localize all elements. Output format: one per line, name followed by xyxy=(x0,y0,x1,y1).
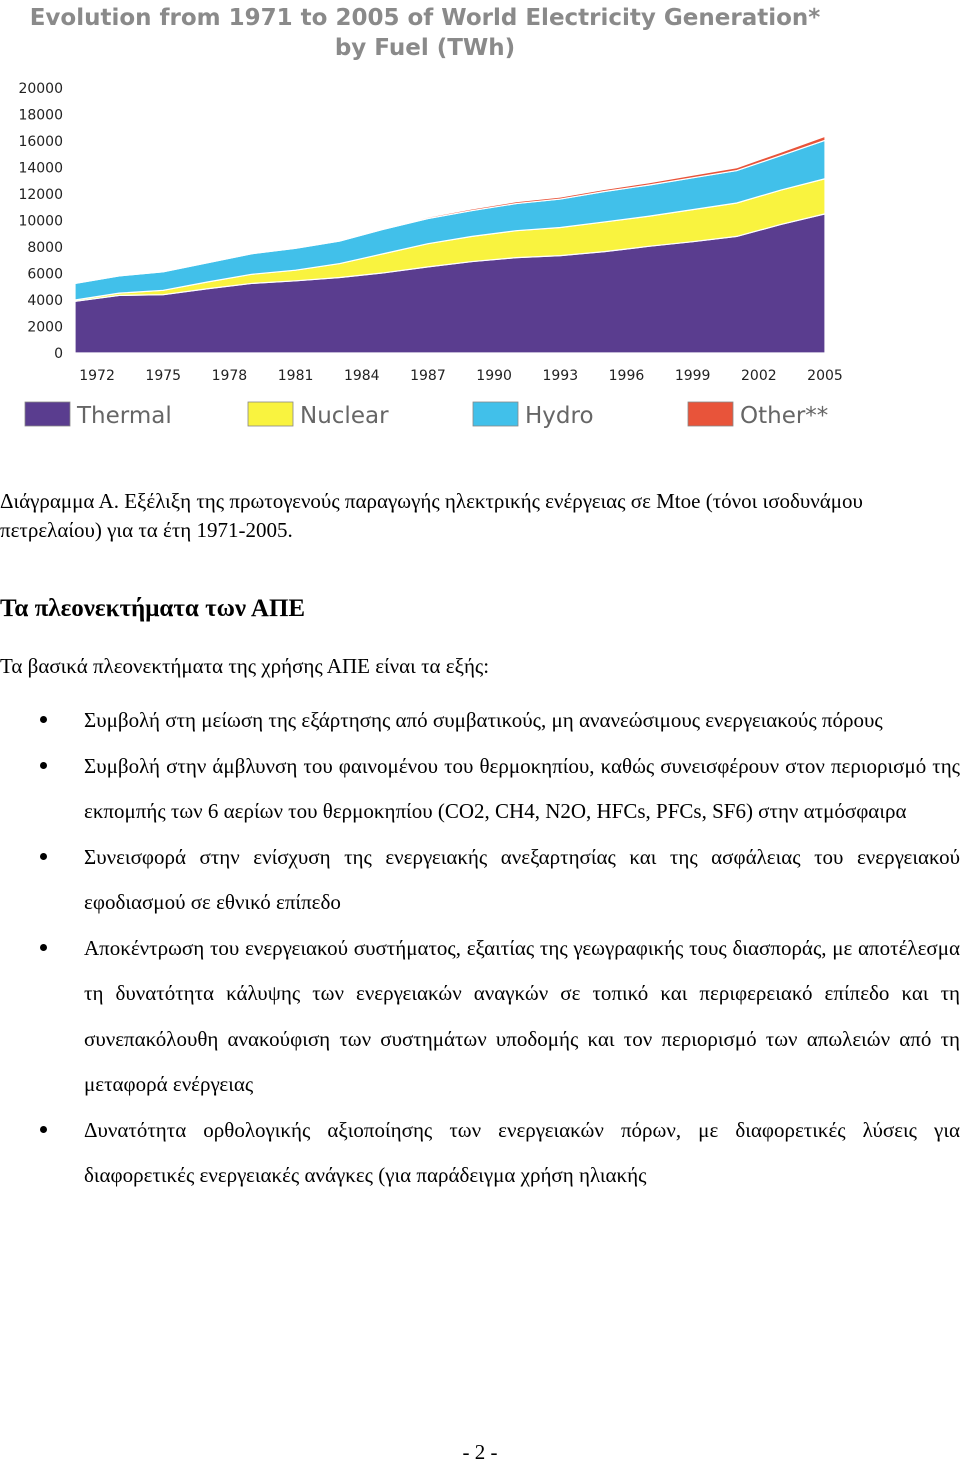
y-tick-label: 18000 xyxy=(18,107,63,124)
x-tick-label: 1993 xyxy=(542,368,579,384)
x-axis-ticks xyxy=(79,368,843,384)
legend-label-hydro: Hydro xyxy=(525,403,594,429)
legend-label-nuclear: Nuclear xyxy=(300,403,389,429)
chart-title-line1: Evolution from 1971 to 2005 of World Electricity Generation* xyxy=(29,5,821,31)
y-tick-label: 0 xyxy=(54,346,63,362)
list-item: Συμβολή στη μείωση της εξάρτησης από συμβατικούς, μη ανανεώσιμους ενεργειακούς πόρους xyxy=(0,698,960,744)
legend-label-thermal: Thermal xyxy=(77,403,172,429)
y-tick-label: 20000 xyxy=(18,81,63,97)
x-tick-label: 2002 xyxy=(741,368,777,384)
list-item: Αποκέντρωση του ενεργειακού συστήματος, εξαιτίας της γεωγραφικής τους διασποράς, με αποτέλεσμα τη δυνατότητα κάλυψης των ενεργειακών αναγκών σε τοπικό και περιφερειακό επίπεδο και τη συνεπακόλουθη ανακούφιση των συστημάτων υποδομής και τον περιορισμό των απωλειών από τη μεταφορά ενέργειας xyxy=(0,926,960,1108)
legend-swatch-other xyxy=(688,402,733,426)
page-number: - 2 - xyxy=(462,1440,498,1464)
x-tick-label: 1984 xyxy=(343,368,380,384)
x-tick-label: 2005 xyxy=(807,368,843,384)
intro-text: Τα βασικά πλεονεκτήματα της χρήσης ΑΠΕ είναι τα εξής: xyxy=(0,654,490,678)
y-tick-label: 2000 xyxy=(27,319,63,336)
x-tick-label: 1987 xyxy=(410,368,446,384)
section-title: Τα πλεονεκτήματα των ΑΠΕ xyxy=(0,595,306,622)
y-tick-label: 12000 xyxy=(18,187,63,203)
list-item: Συμβολή στην άμβλυνση του φαινομένου του θερμοκηπίου, καθώς συνεισφέρουν στον περιορισμό της εκπομπής των 6 αερίων του θερμοκηπίου (CO2, CH4, N2O, HFCs, PFCs, SF6) στην ατμόσφαιρα xyxy=(0,744,960,835)
chart-legend xyxy=(25,402,828,429)
x-tick-label: 1996 xyxy=(608,368,645,384)
advantages-list xyxy=(0,698,960,1199)
electricity-generation-chart xyxy=(0,0,960,445)
y-tick-label: 10000 xyxy=(18,213,63,230)
list-item: Συνεισφορά στην ενίσχυση της ενεργειακής ανεξαρτησίας και της ασφάλειας του ενεργειακού εφοδιασμού σε εθνικό επίπεδο xyxy=(0,835,960,926)
legend-swatch-thermal xyxy=(25,402,70,426)
y-tick-label: 6000 xyxy=(27,266,63,283)
x-tick-label: 1972 xyxy=(79,368,115,384)
legend-swatch-nuclear xyxy=(248,402,293,426)
x-tick-label: 1999 xyxy=(674,368,711,384)
legend-swatch-hydro xyxy=(473,402,518,426)
list-item: Δυνατότητα ορθολογικής αξιοποίησης των ενεργειακών πόρων, με διαφορετικές λύσεις για διαφορετικές ενεργειακές ανάγκες (για παράδειγμα χρήση ηλιακής xyxy=(0,1108,960,1199)
legend-label-other: Other** xyxy=(740,403,829,429)
y-tick-label: 14000 xyxy=(18,160,63,177)
y-tick-label: 16000 xyxy=(18,134,63,150)
y-tick-label: 8000 xyxy=(27,240,63,256)
figure-caption: Διάγραμμα Α. Εξέλιξη της πρωτογενούς παραγωγής ηλεκτρικής ενέργειας σε Mtoe (τόνοι ισοδυνάμου πετρελαίου) για τα έτη 1971-2005. xyxy=(0,489,863,542)
y-axis-ticks xyxy=(18,81,63,362)
y-tick-label: 4000 xyxy=(27,293,63,309)
x-tick-label: 1975 xyxy=(145,368,182,384)
plot-area xyxy=(75,136,825,353)
chart-svg xyxy=(0,0,960,445)
x-tick-label: 1990 xyxy=(476,368,512,384)
x-tick-label: 1978 xyxy=(211,368,248,384)
chart-title-line2: by Fuel (TWh) xyxy=(334,35,516,61)
x-tick-label: 1981 xyxy=(277,368,314,384)
